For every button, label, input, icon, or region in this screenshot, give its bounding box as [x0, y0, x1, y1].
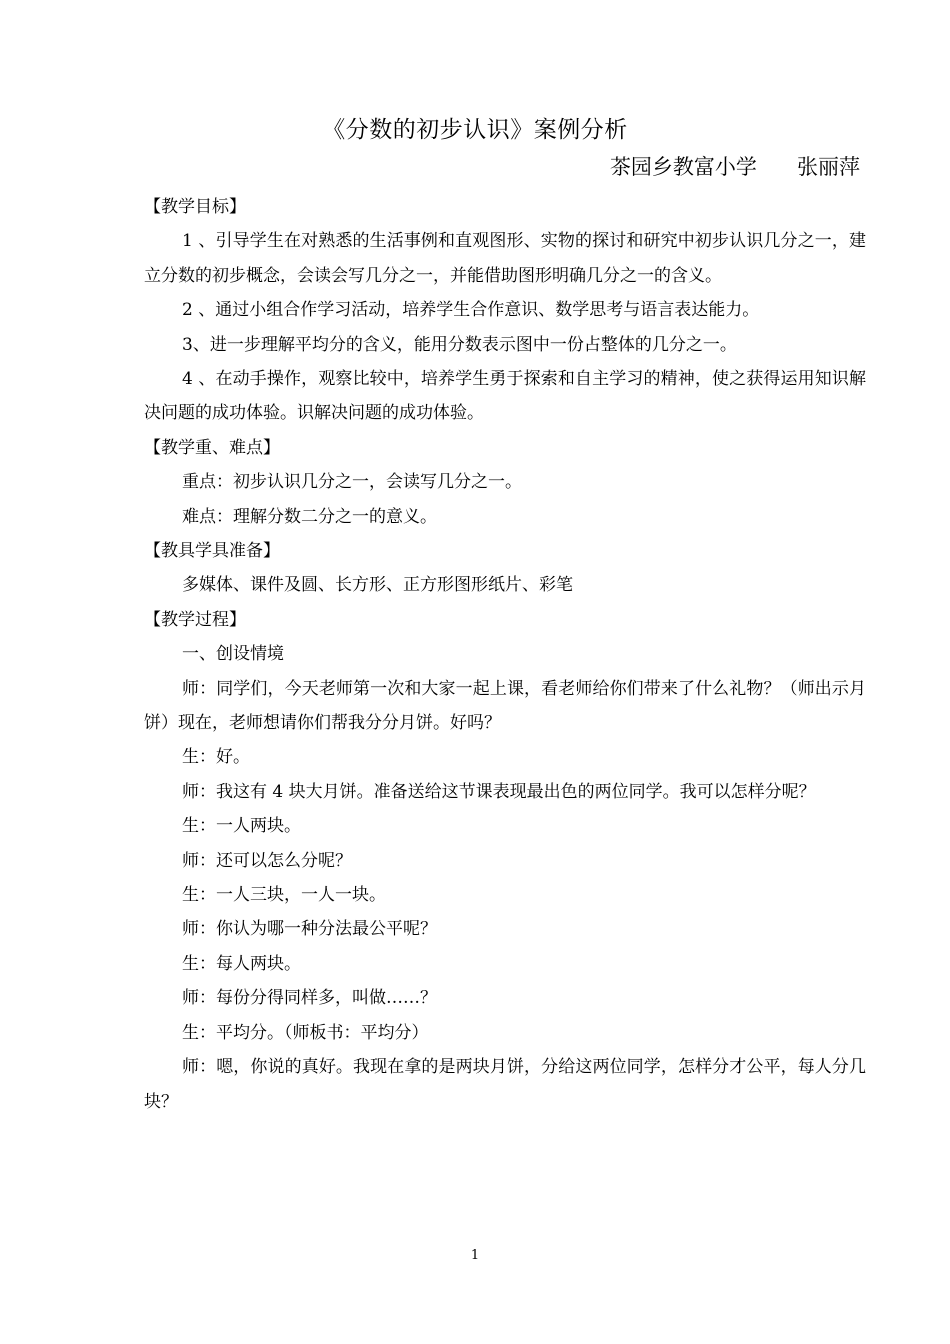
paragraph: 3、进一步理解平均分的含义，能用分数表示图中一份占整体的几分之一。 [182, 334, 737, 355]
paragraph: 2 、通过小组合作学习活动，培养学生合作意识、数学思考与语言表达能力。 [182, 300, 760, 321]
dialogue-paragraph: 师：每份分得同样多，叫做……？ [182, 988, 437, 1009]
dialogue-paragraph: 生：每人两块。 [182, 953, 301, 974]
dialogue-paragraph: 师：我这有 4 块大月饼。准备送给这节课表现最出色的两位同学。我可以怎样分呢？ [182, 781, 816, 802]
dialogue-paragraph: 生：平均分。（师板书：平均分） [182, 1022, 429, 1043]
page-number: 1 [470, 1248, 480, 1263]
paragraph: 难点：理解分数二分之一的意义。 [182, 506, 437, 527]
document-author: 茶园乡教富小学 张丽萍 [609, 155, 860, 179]
paragraph: 4 、在动手操作，观察比较中，培养学生勇于探索和自主学习的精神，使之获得运用知识解决问题的成功体验。识解决问题的成功体验。 [144, 369, 866, 424]
dialogue-paragraph: 生：一人三块，一人一块。 [182, 885, 386, 906]
dialogue-paragraph: 师：你认为哪一种分法最公平呢？ [182, 919, 437, 940]
document-body [144, 190, 866, 1119]
paragraph: 多媒体、课件及圆、长方形、正方形图形纸片、彩笔 [182, 575, 573, 596]
paragraph: 一、创设情境 [182, 644, 284, 665]
dialogue-paragraph: 生：一人两块。 [182, 816, 301, 837]
section-heading: 【教学过程】 [144, 609, 246, 630]
section-heading: 【教具学具准备】 [144, 541, 280, 562]
section-heading: 【教学目标】 [144, 197, 246, 217]
document-title: 《分数的初步认识》案例分析 [322, 117, 628, 143]
paragraph: 1 、引导学生在对熟悉的生活事例和直观图形、实物的探讨和研究中初步认识几分之一，建立分数的初步概念，会读会写几分之一，并能借助图形明确几分之一的含义。 [144, 231, 866, 286]
dialogue-paragraph: 师：还可以怎么分呢？ [182, 850, 352, 871]
dialogue-paragraph: 师：同学们，今天老师第一次和大家一起上课，看老师给你们带来了什么礼物？（师出示月饼）现在，老师想请你们帮我分分月饼。好吗？ [144, 678, 866, 734]
dialogue-paragraph: 生：好。 [182, 747, 250, 768]
dialogue-paragraph: 师：嗯，你说的真好。我现在拿的是两块月饼，分给这两位同学，怎样分才公平，每人分几块？ [144, 1057, 866, 1112]
section-heading: 【教学重、难点】 [144, 437, 280, 458]
paragraph: 重点：初步认识几分之一，会读写几分之一。 [182, 472, 522, 493]
